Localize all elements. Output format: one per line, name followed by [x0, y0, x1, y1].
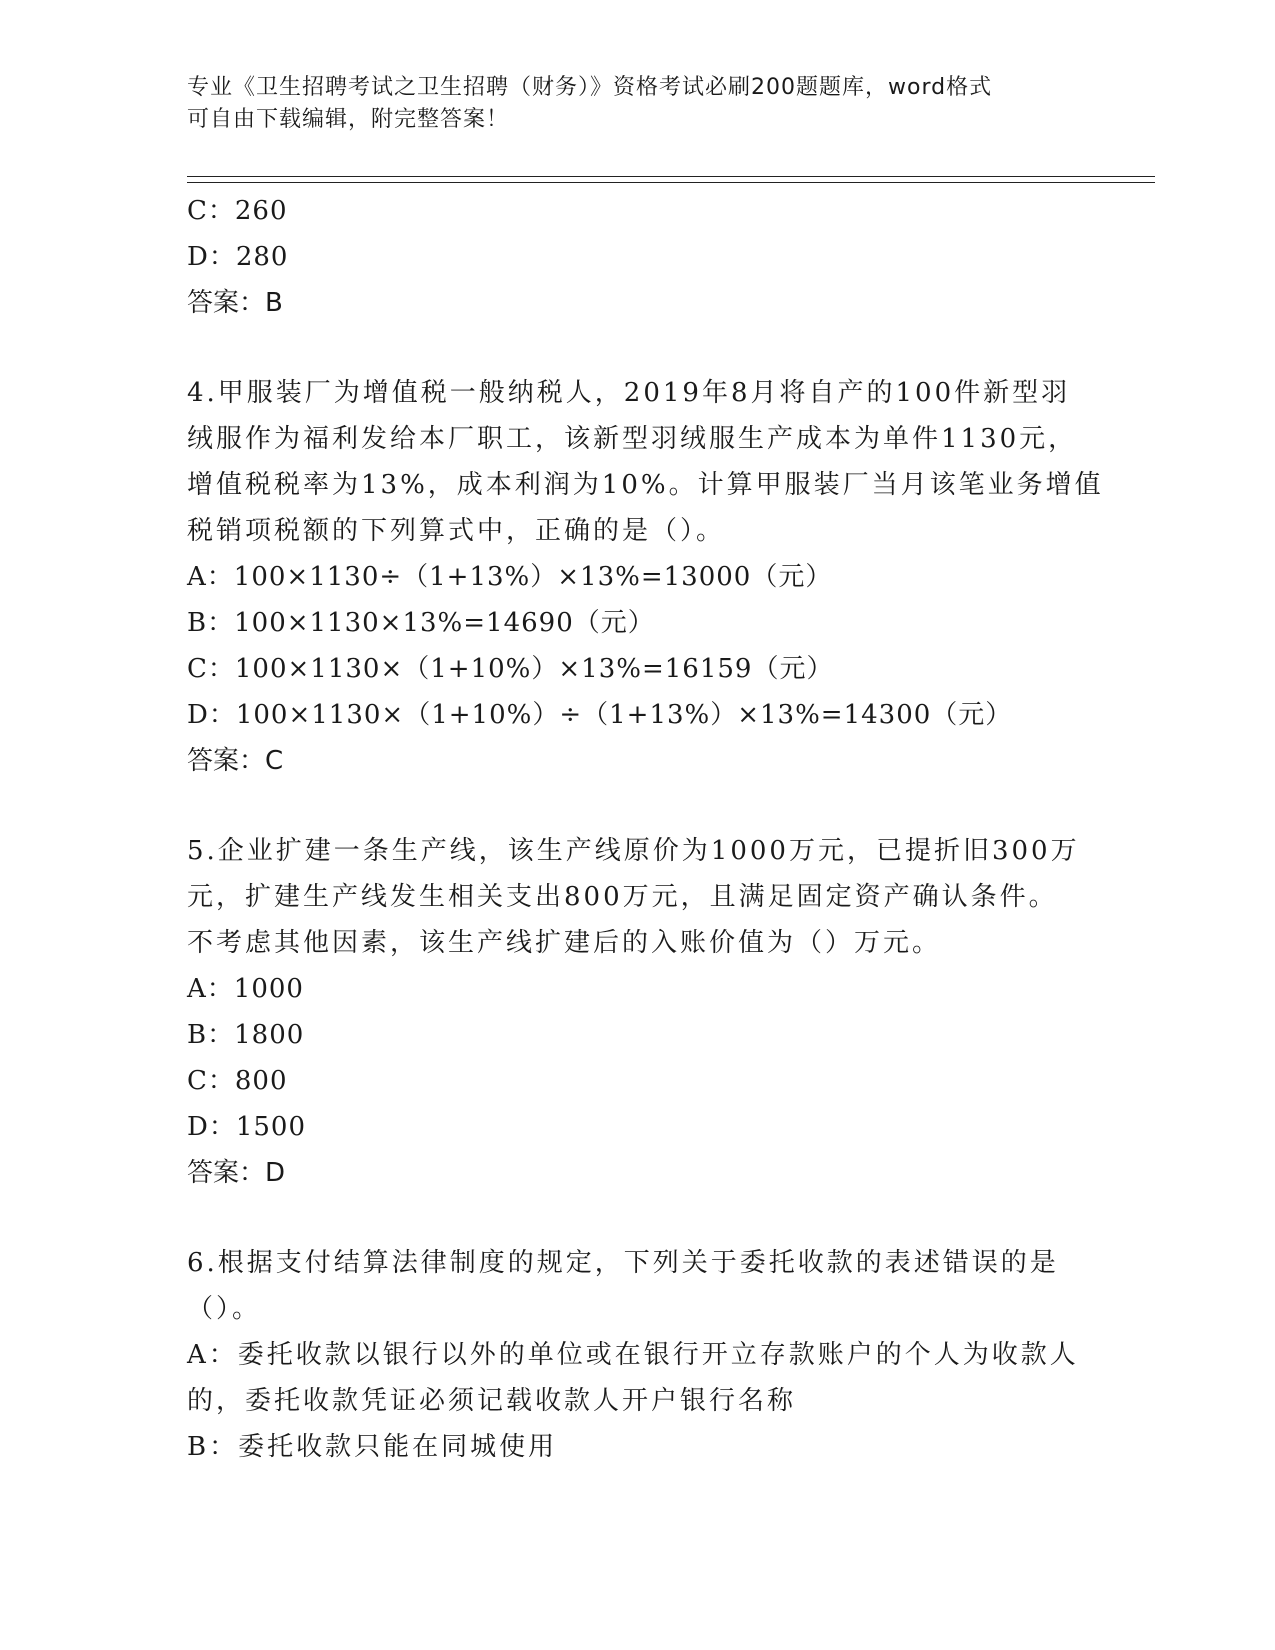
question-4 — [187, 370, 1104, 784]
question-6 — [187, 1240, 1087, 1470]
question-stem-line: 4.甲服装厂为增值税一般纳税人，2019年8月将自产的100件新型羽 — [187, 378, 1071, 408]
answer-line: 答案：B — [187, 288, 283, 318]
document-body — [187, 188, 1104, 1470]
option-d: D：280 — [187, 242, 289, 272]
header-divider — [187, 176, 1155, 183]
option-a: A：1000 — [187, 974, 304, 1004]
option-c: C：100×1130×（1+10%）×13%=16159（元） — [187, 654, 834, 684]
question-stem-line: 绒服作为福利发给本厂职工，该新型羽绒服生产成本为单件1130元， — [187, 424, 1078, 454]
question-stem-line: 不考虑其他因素，该生产线扩建后的入账价值为（）万元。 — [187, 928, 942, 958]
spacer — [187, 784, 1087, 828]
question-stem-line: （）。 — [187, 1294, 262, 1324]
question-stem-line: 增值税税率为13%，成本利润为10%。计算甲服装厂当月该笔业务增值 — [187, 470, 1104, 500]
answer-line: 答案：C — [187, 746, 284, 776]
option-b: B：委托收款只能在同城使用 — [187, 1432, 558, 1462]
option-c: C：800 — [187, 1066, 288, 1096]
answer-line: 答案：D — [187, 1158, 286, 1188]
previous-question-tail — [187, 188, 1087, 326]
header-title-line-2: 可自由下载编辑，附完整答案！ — [187, 107, 510, 132]
option-a-continued: 的，委托收款凭证必须记载收款人开户银行名称 — [187, 1386, 797, 1416]
option-d: D：1500 — [187, 1112, 307, 1142]
option-a: A：委托收款以银行以外的单位或在银行开立存款账户的个人为收款人 — [187, 1340, 1079, 1370]
question-5 — [187, 828, 1087, 1196]
option-c: C：260 — [187, 196, 288, 226]
option-b: B：1800 — [187, 1020, 305, 1050]
spacer — [187, 1196, 1087, 1240]
question-stem-line: 5.企业扩建一条生产线，该生产线原价为1000万元，已提折旧300万 — [187, 836, 1080, 866]
question-stem-line: 6.根据支付结算法律制度的规定，下列关于委托收款的表述错误的是 — [187, 1248, 1059, 1278]
option-b: B：100×1130×13%=14690（元） — [187, 608, 655, 638]
option-a: A：100×1130÷（1+13%）×13%=13000（元） — [187, 562, 833, 592]
header-title-line-1: 专业《卫生招聘考试之卫生招聘（财务）》资格考试必刷200题题库，word格式 — [187, 75, 993, 100]
question-stem-line: 税销项税额的下列算式中，正确的是（）。 — [187, 516, 726, 546]
question-stem-line: 元，扩建生产线发生相关支出800万元，且满足固定资产确认条件。 — [187, 882, 1058, 912]
spacer — [187, 326, 1087, 370]
page-header — [187, 72, 1067, 136]
option-d: D：100×1130×（1+10%）÷（1+13%）×13%=14300（元） — [187, 700, 1013, 730]
